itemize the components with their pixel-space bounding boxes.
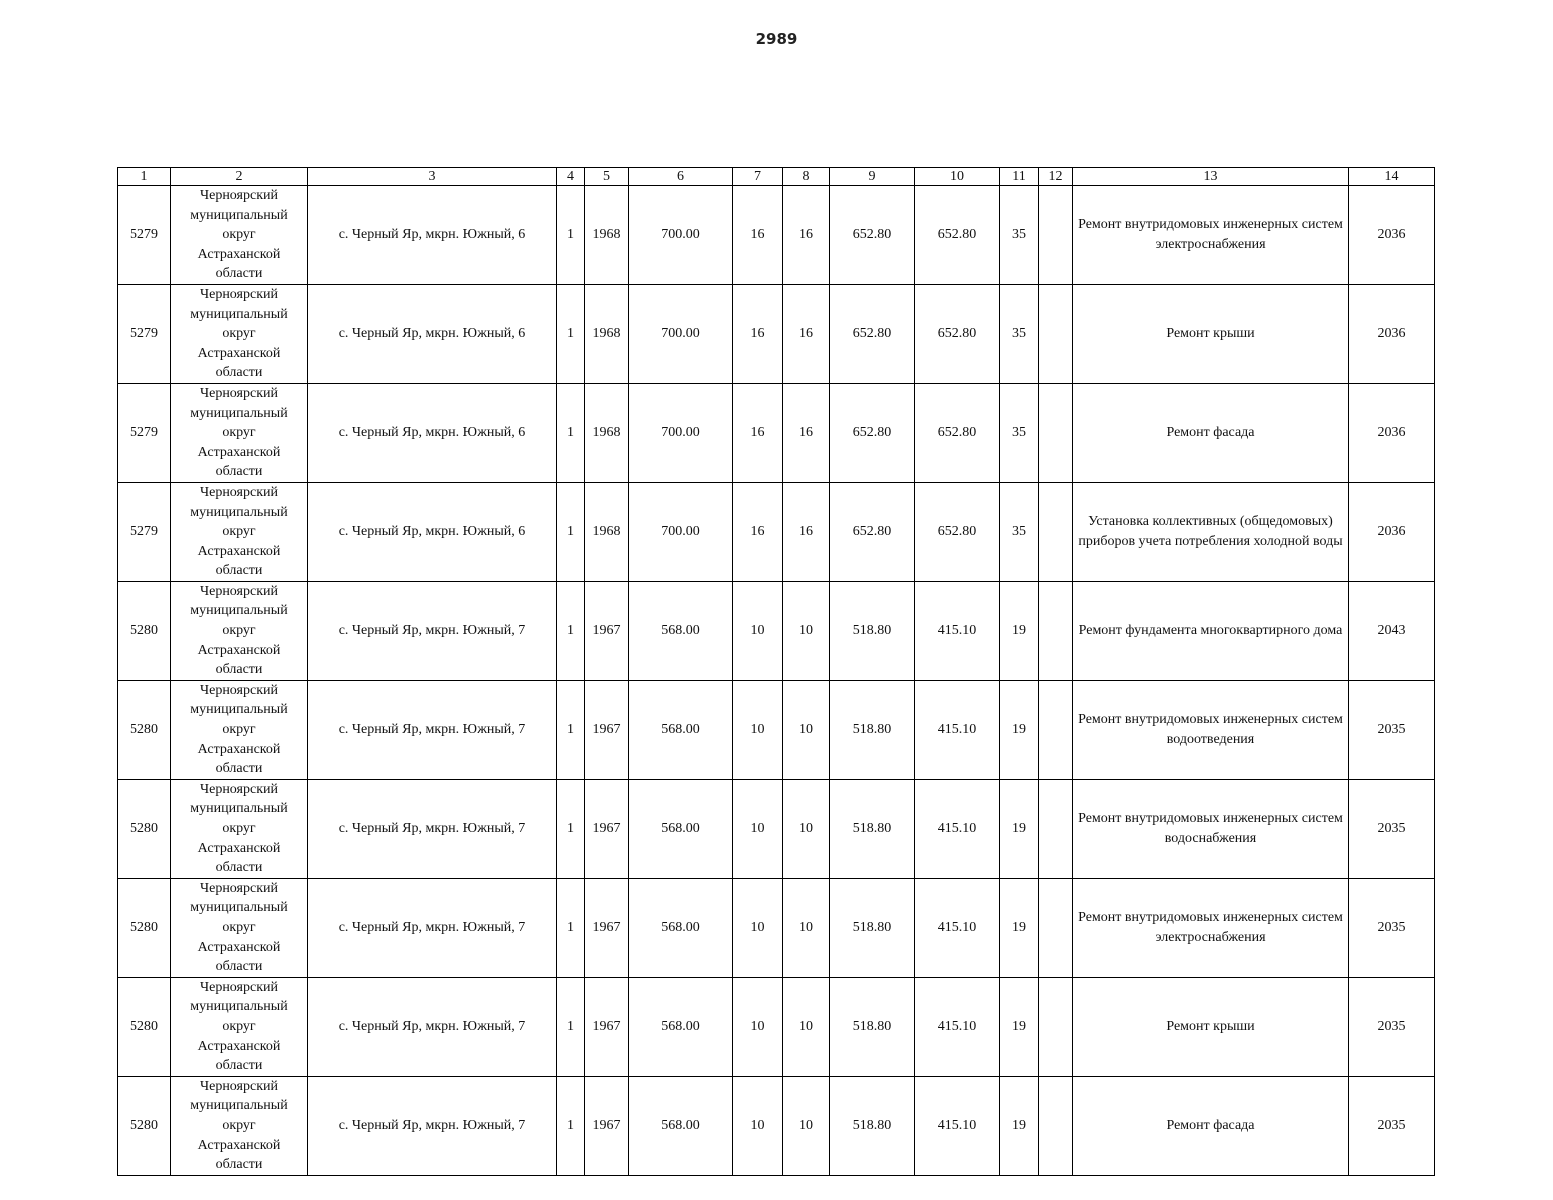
municipality-line: Астраханской [197,1038,281,1054]
col7-cell: 16 [733,383,783,482]
col6-cell: 568.00 [629,878,733,977]
municipality-line: муниципальный [190,603,288,619]
col8-cell: 10 [783,977,830,1076]
col6-cell: 568.00 [629,680,733,779]
address-cell: с. Черный Яр, мкрн. Южный, 7 [308,1076,557,1175]
municipality-line: округ [222,821,256,836]
column-header: 6 [629,168,733,186]
address-cell: с. Черный Яр, мкрн. Южный, 7 [308,878,557,977]
municipality-line: округ [222,524,256,540]
col12-cell [1039,284,1073,383]
col12-cell [1039,581,1073,680]
col6-cell: 700.00 [629,383,733,482]
build-year-cell: 1967 [585,977,629,1076]
municipality-line: муниципальный [190,801,288,817]
col11-cell: 19 [1000,1076,1039,1175]
municipality-line: области [215,1058,263,1074]
col7-cell: 10 [733,878,783,977]
column-number-row [118,168,1435,186]
col9-cell: 518.80 [830,680,915,779]
municipality-cell [171,482,308,581]
municipality-cell [171,977,308,1076]
col11-cell: 19 [1000,680,1039,779]
col12-cell [1039,482,1073,581]
municipality-line: Черноярский [200,1078,278,1094]
row-id-cell: 5280 [118,581,171,680]
col7-cell: 16 [733,482,783,581]
work-type-cell: Ремонт фасада [1073,383,1349,482]
column-header: 14 [1349,168,1435,186]
planned-year-cell: 2036 [1349,383,1435,482]
work-type-cell: Установка коллективных (общедомовых) приборов учета потребления холодной воды [1073,482,1349,581]
col7-cell: 10 [733,680,783,779]
municipality-line: округ [222,623,256,639]
municipality-line: области [215,365,263,381]
planned-year-cell: 2035 [1349,680,1435,779]
build-year-cell: 1967 [585,1076,629,1175]
col4-cell: 1 [557,779,585,878]
col10-cell: 652.80 [915,383,1000,482]
column-header: 5 [585,168,629,186]
municipality-line: округ [222,227,256,243]
municipality-line: Астраханской [197,939,281,955]
municipality-line: области [215,266,263,282]
municipality-line: Черноярский [200,385,278,401]
col10-cell: 415.10 [915,878,1000,977]
planned-year-cell: 2036 [1349,482,1435,581]
col8-cell: 16 [783,284,830,383]
municipality-line: Черноярский [200,484,278,500]
col8-cell: 16 [783,383,830,482]
col11-cell: 19 [1000,878,1039,977]
table-row [118,482,1435,581]
col9-cell: 518.80 [830,779,915,878]
municipality-line: округ [222,1018,256,1034]
row-id-cell: 5279 [118,383,171,482]
col11-cell: 19 [1000,779,1039,878]
col12-cell [1039,878,1073,977]
column-header: 12 [1039,168,1073,186]
row-id-cell: 5280 [118,1076,171,1175]
col7-cell: 10 [733,779,783,878]
column-header: 8 [783,168,830,186]
municipality-line: муниципальный [190,405,288,421]
municipality-cell [171,878,308,977]
address-cell: с. Черный Яр, мкрн. Южный, 7 [308,581,557,680]
col8-cell: 10 [783,779,830,878]
municipality-line: Астраханской [197,345,281,361]
build-year-cell: 1967 [585,680,629,779]
column-header: 1 [118,168,171,186]
col10-cell: 415.10 [915,680,1000,779]
col10-cell: 415.10 [915,581,1000,680]
col4-cell: 1 [557,581,585,680]
col4-cell: 1 [557,680,585,779]
column-header: 13 [1073,168,1349,186]
col12-cell [1039,680,1073,779]
municipality-cell [171,779,308,878]
municipality-line: области [215,464,263,480]
build-year-cell: 1967 [585,779,629,878]
col12-cell [1039,186,1073,285]
municipality-line: Астраханской [197,543,281,559]
municipality-line: Астраханской [197,1137,281,1153]
col8-cell: 10 [783,680,830,779]
address-cell: с. Черный Яр, мкрн. Южный, 7 [308,680,557,779]
municipality-line: муниципальный [190,702,288,718]
build-year-cell: 1968 [585,482,629,581]
col11-cell: 19 [1000,581,1039,680]
municipality-line: Астраханской [197,642,281,658]
work-type-cell: Ремонт внутридомовых инженерных систем электроснабжения [1073,186,1349,285]
municipality-line: муниципальный [190,1098,288,1114]
work-type-cell: Ремонт фасада [1073,1076,1349,1175]
table-row [118,186,1435,285]
municipality-cell [171,186,308,285]
municipality-line: округ [222,919,256,935]
col8-cell: 16 [783,482,830,581]
build-year-cell: 1968 [585,383,629,482]
column-header: 9 [830,168,915,186]
municipality-line: Астраханской [197,840,281,856]
municipality-line: муниципальный [190,999,288,1015]
work-type-cell: Ремонт внутридомовых инженерных систем водоснабжения [1073,779,1349,878]
col9-cell: 652.80 [830,186,915,285]
col7-cell: 10 [733,1076,783,1175]
column-header: 11 [1000,168,1039,186]
col9-cell: 652.80 [830,383,915,482]
table-row [118,878,1435,977]
registry-table [117,167,1435,1176]
build-year-cell: 1968 [585,186,629,285]
municipality-line: области [215,662,263,678]
col6-cell: 568.00 [629,581,733,680]
col8-cell: 16 [783,186,830,285]
municipality-line: Черноярский [200,286,278,302]
col9-cell: 652.80 [830,482,915,581]
col11-cell: 35 [1000,383,1039,482]
planned-year-cell: 2035 [1349,878,1435,977]
work-type-cell: Ремонт фундамента многоквартирного дома [1073,581,1349,680]
municipality-cell [171,581,308,680]
municipality-line: Черноярский [200,880,278,896]
address-cell: с. Черный Яр, мкрн. Южный, 6 [308,383,557,482]
planned-year-cell: 2035 [1349,779,1435,878]
municipality-line: округ [222,425,256,441]
table-row [118,680,1435,779]
municipality-line: области [215,959,263,975]
municipality-line: округ [222,722,256,738]
municipality-line: области [215,563,263,579]
municipality-line: Астраханской [197,444,281,460]
table-row [118,581,1435,680]
col9-cell: 518.80 [830,581,915,680]
address-cell: с. Черный Яр, мкрн. Южный, 6 [308,284,557,383]
col4-cell: 1 [557,977,585,1076]
col10-cell: 652.80 [915,284,1000,383]
col9-cell: 518.80 [830,1076,915,1175]
work-type-cell: Ремонт крыши [1073,284,1349,383]
municipality-line: области [215,761,263,777]
address-cell: с. Черный Яр, мкрн. Южный, 7 [308,779,557,878]
col9-cell: 518.80 [830,977,915,1076]
address-cell: с. Черный Яр, мкрн. Южный, 7 [308,977,557,1076]
municipality-cell [171,284,308,383]
build-year-cell: 1967 [585,581,629,680]
row-id-cell: 5280 [118,680,171,779]
col6-cell: 568.00 [629,779,733,878]
col11-cell: 19 [1000,977,1039,1076]
col6-cell: 700.00 [629,482,733,581]
col4-cell: 1 [557,482,585,581]
planned-year-cell: 2035 [1349,1076,1435,1175]
table-row [118,779,1435,878]
column-header: 3 [308,168,557,186]
col4-cell: 1 [557,383,585,482]
row-id-cell: 5279 [118,186,171,285]
page-number: 2989 [755,30,798,48]
address-cell: с. Черный Яр, мкрн. Южный, 6 [308,186,557,285]
row-id-cell: 5280 [118,779,171,878]
column-header: 7 [733,168,783,186]
planned-year-cell: 2036 [1349,186,1435,285]
col12-cell [1039,779,1073,878]
build-year-cell: 1968 [585,284,629,383]
col6-cell: 700.00 [629,186,733,285]
col10-cell: 652.80 [915,482,1000,581]
col12-cell [1039,977,1073,1076]
municipality-line: муниципальный [190,504,288,520]
col7-cell: 16 [733,186,783,285]
row-id-cell: 5279 [118,482,171,581]
col4-cell: 1 [557,878,585,977]
municipality-line: Черноярский [200,682,278,698]
table-row [118,977,1435,1076]
build-year-cell: 1967 [585,878,629,977]
row-id-cell: 5279 [118,284,171,383]
col6-cell: 568.00 [629,1076,733,1175]
col6-cell: 700.00 [629,284,733,383]
planned-year-cell: 2035 [1349,977,1435,1076]
col10-cell: 415.10 [915,1076,1000,1175]
municipality-cell [171,383,308,482]
table-row [118,383,1435,482]
table-row [118,1076,1435,1175]
municipality-line: округ [222,1117,256,1133]
municipality-line: Астраханской [197,741,281,757]
row-id-cell: 5280 [118,977,171,1076]
municipality-line: Черноярский [200,781,278,797]
planned-year-cell: 2043 [1349,581,1435,680]
col12-cell [1039,1076,1073,1175]
municipality-line: области [215,1157,263,1173]
col6-cell: 568.00 [629,977,733,1076]
col8-cell: 10 [783,581,830,680]
col9-cell: 652.80 [830,284,915,383]
work-type-cell: Ремонт внутридомовых инженерных систем электроснабжения [1073,878,1349,977]
municipality-line: Черноярский [200,188,278,203]
col11-cell: 35 [1000,186,1039,285]
municipality-line: Черноярский [200,979,278,995]
col10-cell: 415.10 [915,977,1000,1076]
municipality-line: Астраханской [197,246,281,262]
col12-cell [1039,383,1073,482]
col4-cell: 1 [557,186,585,285]
col4-cell: 1 [557,1076,585,1175]
planned-year-cell: 2036 [1349,284,1435,383]
col11-cell: 35 [1000,482,1039,581]
col9-cell: 518.80 [830,878,915,977]
table-row [118,284,1435,383]
col7-cell: 10 [733,977,783,1076]
municipality-line: Черноярский [200,583,278,599]
work-type-cell: Ремонт внутридомовых инженерных систем водоотведения [1073,680,1349,779]
address-cell: с. Черный Яр, мкрн. Южный, 6 [308,482,557,581]
municipality-line: муниципальный [190,207,288,223]
work-type-cell: Ремонт крыши [1073,977,1349,1076]
col11-cell: 35 [1000,284,1039,383]
column-header: 10 [915,168,1000,186]
col7-cell: 16 [733,284,783,383]
municipality-line: муниципальный [190,306,288,322]
col8-cell: 10 [783,1076,830,1175]
municipality-cell [171,680,308,779]
municipality-line: округ [222,326,256,342]
municipality-line: области [215,860,263,876]
col8-cell: 10 [783,878,830,977]
col10-cell: 652.80 [915,186,1000,285]
column-header: 2 [171,168,308,186]
column-header: 4 [557,168,585,186]
municipality-cell [171,1076,308,1175]
col7-cell: 10 [733,581,783,680]
col10-cell: 415.10 [915,779,1000,878]
col4-cell: 1 [557,284,585,383]
row-id-cell: 5280 [118,878,171,977]
municipality-line: муниципальный [190,900,288,916]
